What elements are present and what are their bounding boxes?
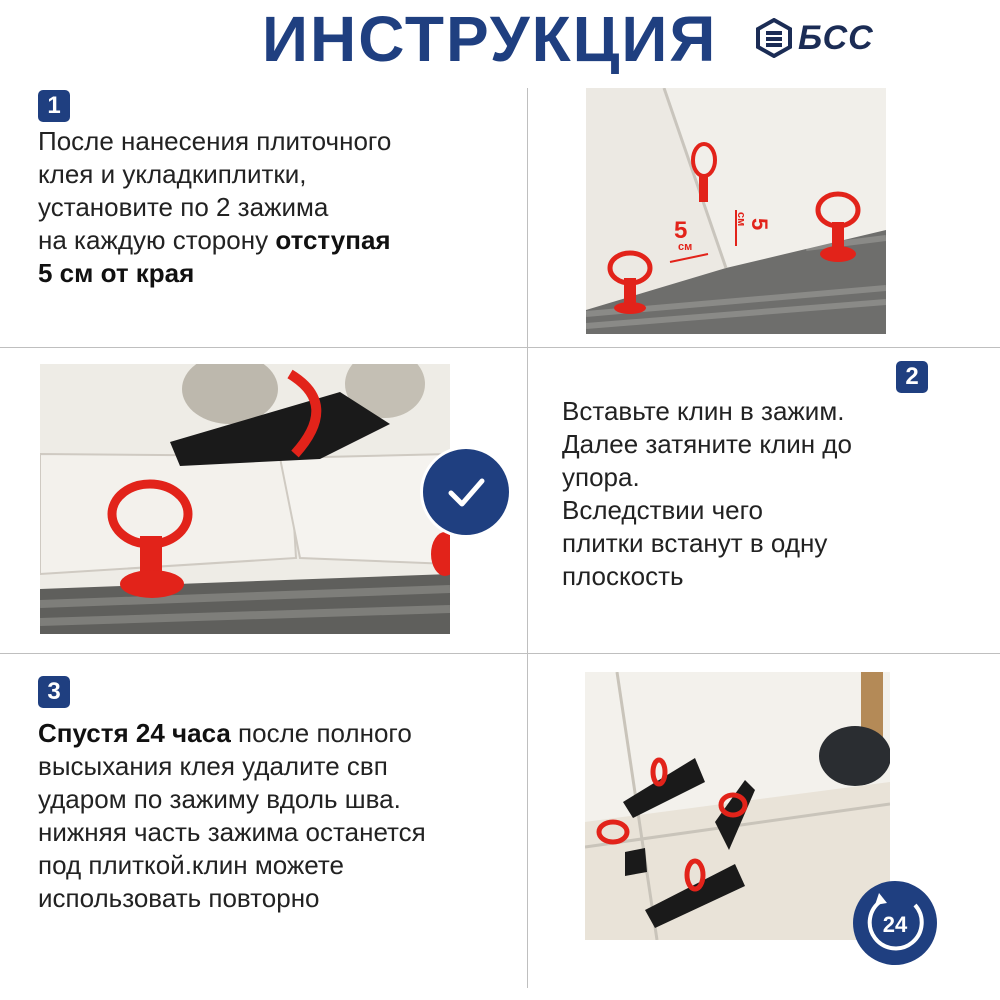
measure-label-a: 5 bbox=[674, 217, 688, 244]
step-3-text bbox=[38, 717, 426, 915]
step-2-line: плитки встанут в одну bbox=[562, 528, 828, 558]
step-2-line: плоскость bbox=[562, 561, 684, 591]
brand-logo bbox=[754, 18, 874, 58]
divider-row-1 bbox=[0, 347, 1000, 348]
step-3-line: ударом по зажиму вдоль шва. bbox=[38, 784, 401, 814]
step-2-line: Далее затяните клин до bbox=[562, 429, 852, 459]
step-1-number: 1 bbox=[38, 90, 70, 122]
step-2-photo bbox=[40, 364, 450, 634]
24-hours-badge bbox=[853, 881, 937, 965]
page-title: ИНСТРУКЦИЯ bbox=[262, 3, 718, 75]
step-1-photo bbox=[586, 88, 886, 334]
step-1-bold-text: 5 см от края bbox=[38, 258, 195, 288]
step-3-number: 3 bbox=[38, 676, 70, 708]
step-3-line: нижняя часть зажима останется bbox=[38, 817, 426, 847]
hexagon-logo-icon bbox=[754, 18, 794, 58]
step-2-number: 2 bbox=[896, 361, 928, 393]
step-1-line: установите по 2 зажима bbox=[38, 192, 329, 222]
step-3-line: использовать повторно bbox=[38, 883, 320, 913]
measure-unit-b: см bbox=[735, 212, 747, 227]
divider-row-2 bbox=[0, 653, 1000, 654]
step-1-line: После нанесения плиточного bbox=[38, 126, 392, 156]
step-2-line: упора. bbox=[562, 462, 640, 492]
step-1-line: клея и укладкиплитки, bbox=[38, 159, 307, 189]
step-3-photo bbox=[585, 672, 890, 940]
step-3-normal-text: после полного bbox=[230, 718, 412, 748]
measure-label-b: 5 bbox=[747, 218, 772, 231]
measure-unit-a: см bbox=[678, 241, 693, 253]
badge-24-text: 24 bbox=[882, 912, 908, 937]
checkmark-badge bbox=[420, 446, 512, 538]
step-3-line: под плиткой.клин можете bbox=[38, 850, 344, 880]
step-1-text bbox=[38, 125, 391, 290]
divider-column bbox=[527, 88, 528, 988]
checkmark-icon bbox=[443, 469, 489, 515]
step-2-text bbox=[562, 395, 852, 593]
step-1-line bbox=[38, 224, 391, 257]
logo-text: БСС bbox=[798, 18, 874, 57]
step-3-bold-text: Спустя 24 часа bbox=[38, 718, 231, 748]
step-3-line: высыхания клея удалите свп bbox=[38, 751, 388, 781]
step-1-line bbox=[38, 257, 391, 290]
step-1-bold-text: отступая bbox=[275, 225, 391, 255]
clock-24-icon bbox=[853, 881, 937, 965]
step-2-line: Вставьте клин в зажим. bbox=[562, 396, 845, 426]
step-2-line: Вследствии чего bbox=[562, 495, 763, 525]
step-3-line bbox=[38, 717, 426, 750]
step-1-normal-text: на каждую сторону bbox=[38, 225, 276, 255]
